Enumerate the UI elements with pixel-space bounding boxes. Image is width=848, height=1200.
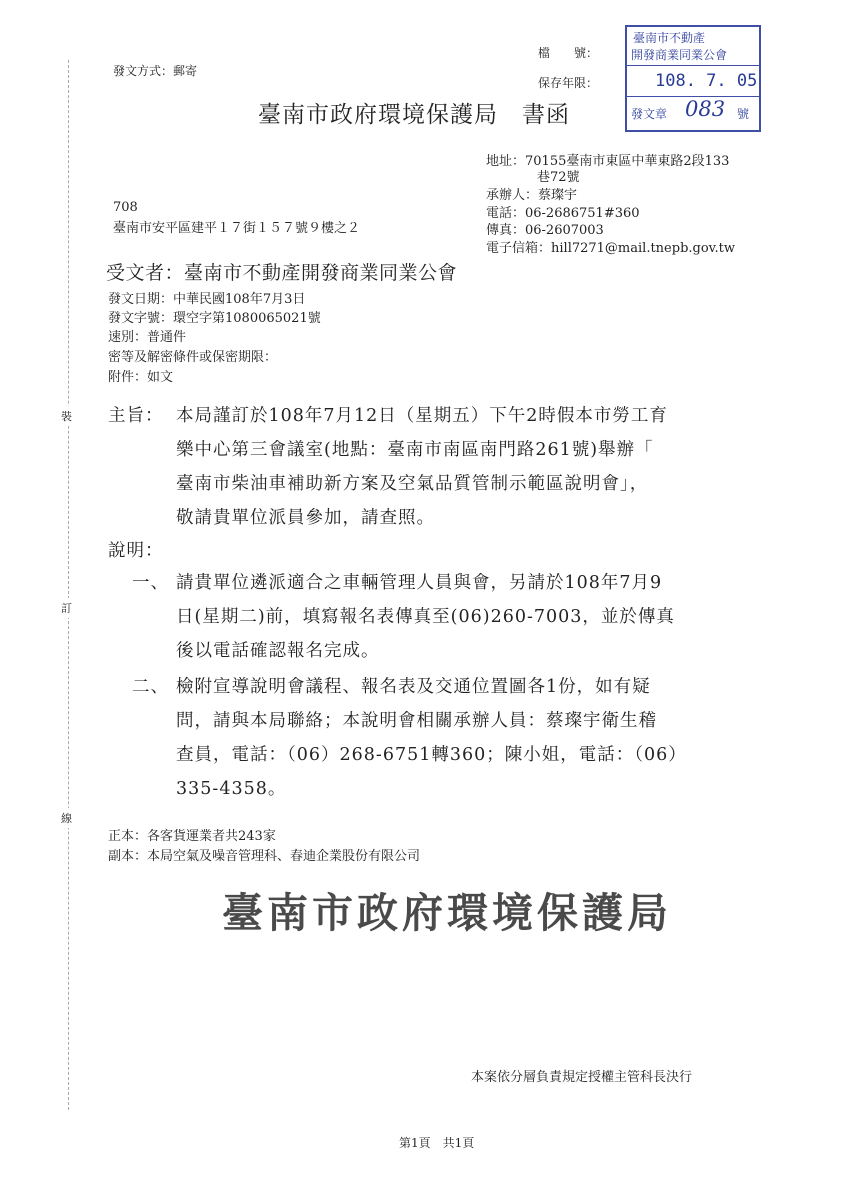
meta-doc-number: 發文字號：環空字第1080065021號 <box>108 311 321 326</box>
recipient: 受文者：臺南市不動產開發商業同業公會 <box>106 262 458 284</box>
explanation-item1-line-2: 日(星期二)前，填寫報名表傳真至(06)260-7003，並於傳真 <box>176 607 675 627</box>
subject-line-3: 臺南市柴油車補助新方案及空氣品質管制示範區說明會」， <box>176 474 649 494</box>
authority-note: 本案依分層負責規定授權主管科長決行 <box>471 1070 693 1085</box>
contact-phone: 電話：06-2686751#360 <box>486 206 640 221</box>
document-title: 臺南市政府環境保護局 書函 <box>258 102 570 128</box>
file-number-label: 檔 號： <box>538 46 599 60</box>
subject-line-1: 本局謹訂於108年7月12日（星期五）下午2時假本市勞工育 <box>176 406 668 426</box>
explanation-item2-line-2: 問，請與本局聯絡；本說明會相關承辦人員：蔡璨宇衛生稽 <box>176 711 657 731</box>
meta-attachment: 附件：如文 <box>108 370 174 385</box>
explanation-item1-line-3: 後以電話確認報名完成。 <box>176 641 380 661</box>
send-method: 發文方式：郵寄 <box>113 64 198 78</box>
binding-mark-bottom: 線 <box>61 808 72 828</box>
stamp-org-box <box>627 27 759 66</box>
subject-line-4: 敬請貴單位派員參加，請查照。 <box>176 508 435 528</box>
stamp-date: 108. 7. 05 <box>655 71 758 91</box>
retention-label: 保存年限： <box>538 76 599 90</box>
meta-date: 發文日期：中華民國108年7月3日 <box>108 292 306 307</box>
stamp-doc-number: 083 <box>685 97 726 121</box>
explanation-item2-line-3: 查員，電話：（06）268-6751轉360；陳小姐，電話：（06） <box>176 745 687 765</box>
stamp-doc-label: 發文章 <box>631 107 668 121</box>
explanation-item2-number: 二、 <box>132 677 169 697</box>
stamp-org-line2: 開發商業同業公會 <box>631 48 728 62</box>
cc-original: 正本：各客貨運業者共243家 <box>108 829 276 844</box>
explanation-item2-line-4: 335-4358。 <box>176 779 287 799</box>
meta-speed: 速別：普通件 <box>108 330 187 345</box>
binding-dashed-line <box>68 60 69 1110</box>
contact-address-line2: 巷72號 <box>537 170 580 185</box>
contact-email: 電子信箱：hill7271@mail.tnepb.gov.tw <box>486 241 735 256</box>
agency-seal: 臺南市政府環境保護局 <box>222 889 672 937</box>
explanation-label: 說明： <box>108 541 164 561</box>
stamp-org-line1: 臺南市不動產 <box>633 31 706 45</box>
binding-mark-middle: 訂 <box>61 598 72 618</box>
contact-fax: 傳真：06-2607003 <box>486 223 604 238</box>
binding-mark-top: 裝 <box>61 406 72 426</box>
stamp-date-box <box>627 66 759 97</box>
explanation-item2-line-1: 檢附宣導說明會議程、報名表及交通位置圖各1份，如有疑 <box>176 677 651 697</box>
stamp-doc-suffix: 號 <box>737 107 750 121</box>
page-number: 第1頁 共1頁 <box>399 1136 475 1150</box>
subject-line-2: 樂中心第三會議室(地點：臺南市南區南門路261號)舉辦「 <box>176 440 654 460</box>
contact-handler: 承辦人：蔡璨宇 <box>486 188 578 203</box>
explanation-item1-line-1: 請貴單位遴派適合之車輛管理人員與會，另請於108年7月9 <box>176 573 663 593</box>
cc-copy: 副本：本局空氣及噪音管理科、春迪企業股份有限公司 <box>108 849 421 864</box>
explanation-item1-number: 一、 <box>132 573 169 593</box>
subject-label: 主旨： <box>108 406 164 426</box>
recipient-postcode: 708 <box>113 200 138 215</box>
recipient-address: 臺南市安平區建平１７街１５７號９樓之２ <box>113 221 361 236</box>
contact-address-line1: 地址：70155臺南市東區中華東路2段133 <box>486 154 730 169</box>
receipt-stamp <box>625 25 761 132</box>
meta-secrecy: 密等及解密條件或保密期限： <box>108 350 278 365</box>
